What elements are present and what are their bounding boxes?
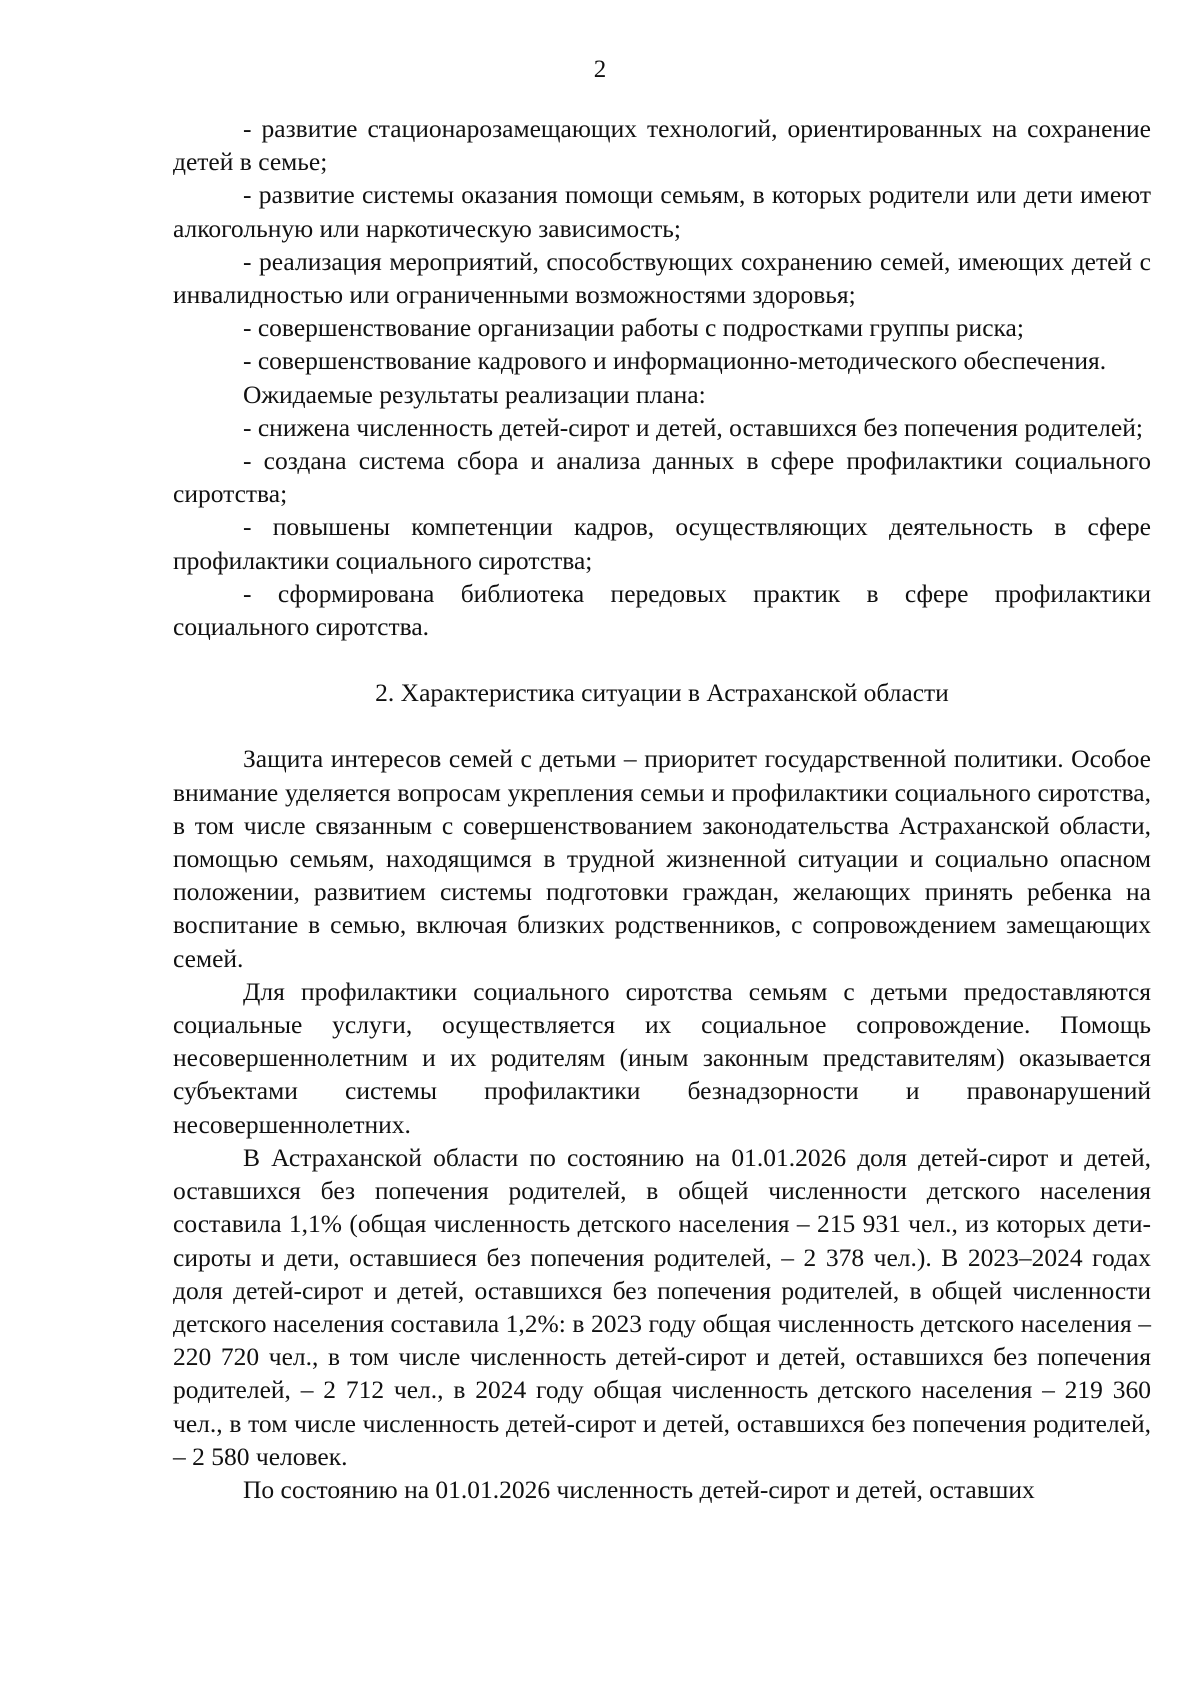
section-paragraph: Защита интересов семей с детьми – приоритет государственной политики. Особое внимание уделяется вопросам укрепления семьи и профилактики социального сиротства, в том числе связанным с совершенствованием законодательства Астраханской области, помощью семьям, находящимся в трудной жизненной ситуации и социально опасном положении, развитием системы подготовки граждан, желающих принять ребенка на воспитание в семью, включая близких родственников, с сопровождением замещающих семей. [173,744,1151,973]
list-item: - развитие системы оказания помощи семьям, в которых родители или дети имеют алкогольную или наркотическую зависимость; [173,180,1151,243]
section-paragraph: Для профилактики социального сиротства семьям с детьми предоставляются социальные услуги, осуществляется их социальное сопровождение. Помощь несовершеннолетним и их родителям (иным законным представителям) оказывается субъектами системы профилактики безнадзорности и правонарушений несовершеннолетних. [173,976,1151,1139]
results-intro: Ожидаемые результаты реализации плана: [243,379,706,409]
result-item: - создана система сбора и анализа данных в сфере профилактики социального сиротства; [173,446,1151,509]
list-item: - развитие стационарозамещающих технологий, ориентированных на сохранение детей в семье; [173,114,1151,177]
document-body [173,112,1151,1506]
result-item: - сформирована библиотека передовых практик в сфере профилактики социального сиротства. [173,578,1151,642]
list-item: - совершенствование организации работы с подростками группы риска; [243,313,1024,343]
result-item: - повышены компетенции кадров, осуществляющих деятельность в сфере профилактики социального сиротства; [173,512,1151,575]
list-item: - совершенствование кадрового и информационно-методического обеспечения. [243,346,1107,376]
section-heading: 2. Характеристика ситуации в Астраханской области [375,678,949,708]
page-number: 2 [593,56,607,83]
list-item: - реализация мероприятий, способствующих сохранению семей, имеющих детей с инвалидностью или ограниченными возможностями здоровья; [173,246,1151,310]
section-paragraph: По состоянию на 01.01.2026 численность детей-сирот и детей, оставших [243,1474,1035,1504]
result-item: - снижена численность детей-сирот и детей, оставшихся без попечения родителей; [243,412,1143,442]
section-paragraph: В Астраханской области по состоянию на 01.01.2026 доля детей-сирот и детей, оставшихся без попечения родителей, в общей численности детского населения составила 1,1% (общая численность детского населения – 215 931 чел., из которых дети-сироты и дети, оставшиеся без попечения родителей, – 2 378 чел.). В 2023–2024 годах доля детей-сирот и детей, оставшихся без попечения родителей, в общей численности детского населения составила 1,2%: в 2023 году общая численность детского населения – 220 720 чел., в том числе численность детей-сирот и детей, оставшихся без попечения родителей, – 2 712 чел., в 2024 году общая численность детского населения – 219 360 чел., в том числе численность детей-сирот и детей, оставшихся без попечения родителей, – 2 580 человек. [173,1142,1151,1471]
